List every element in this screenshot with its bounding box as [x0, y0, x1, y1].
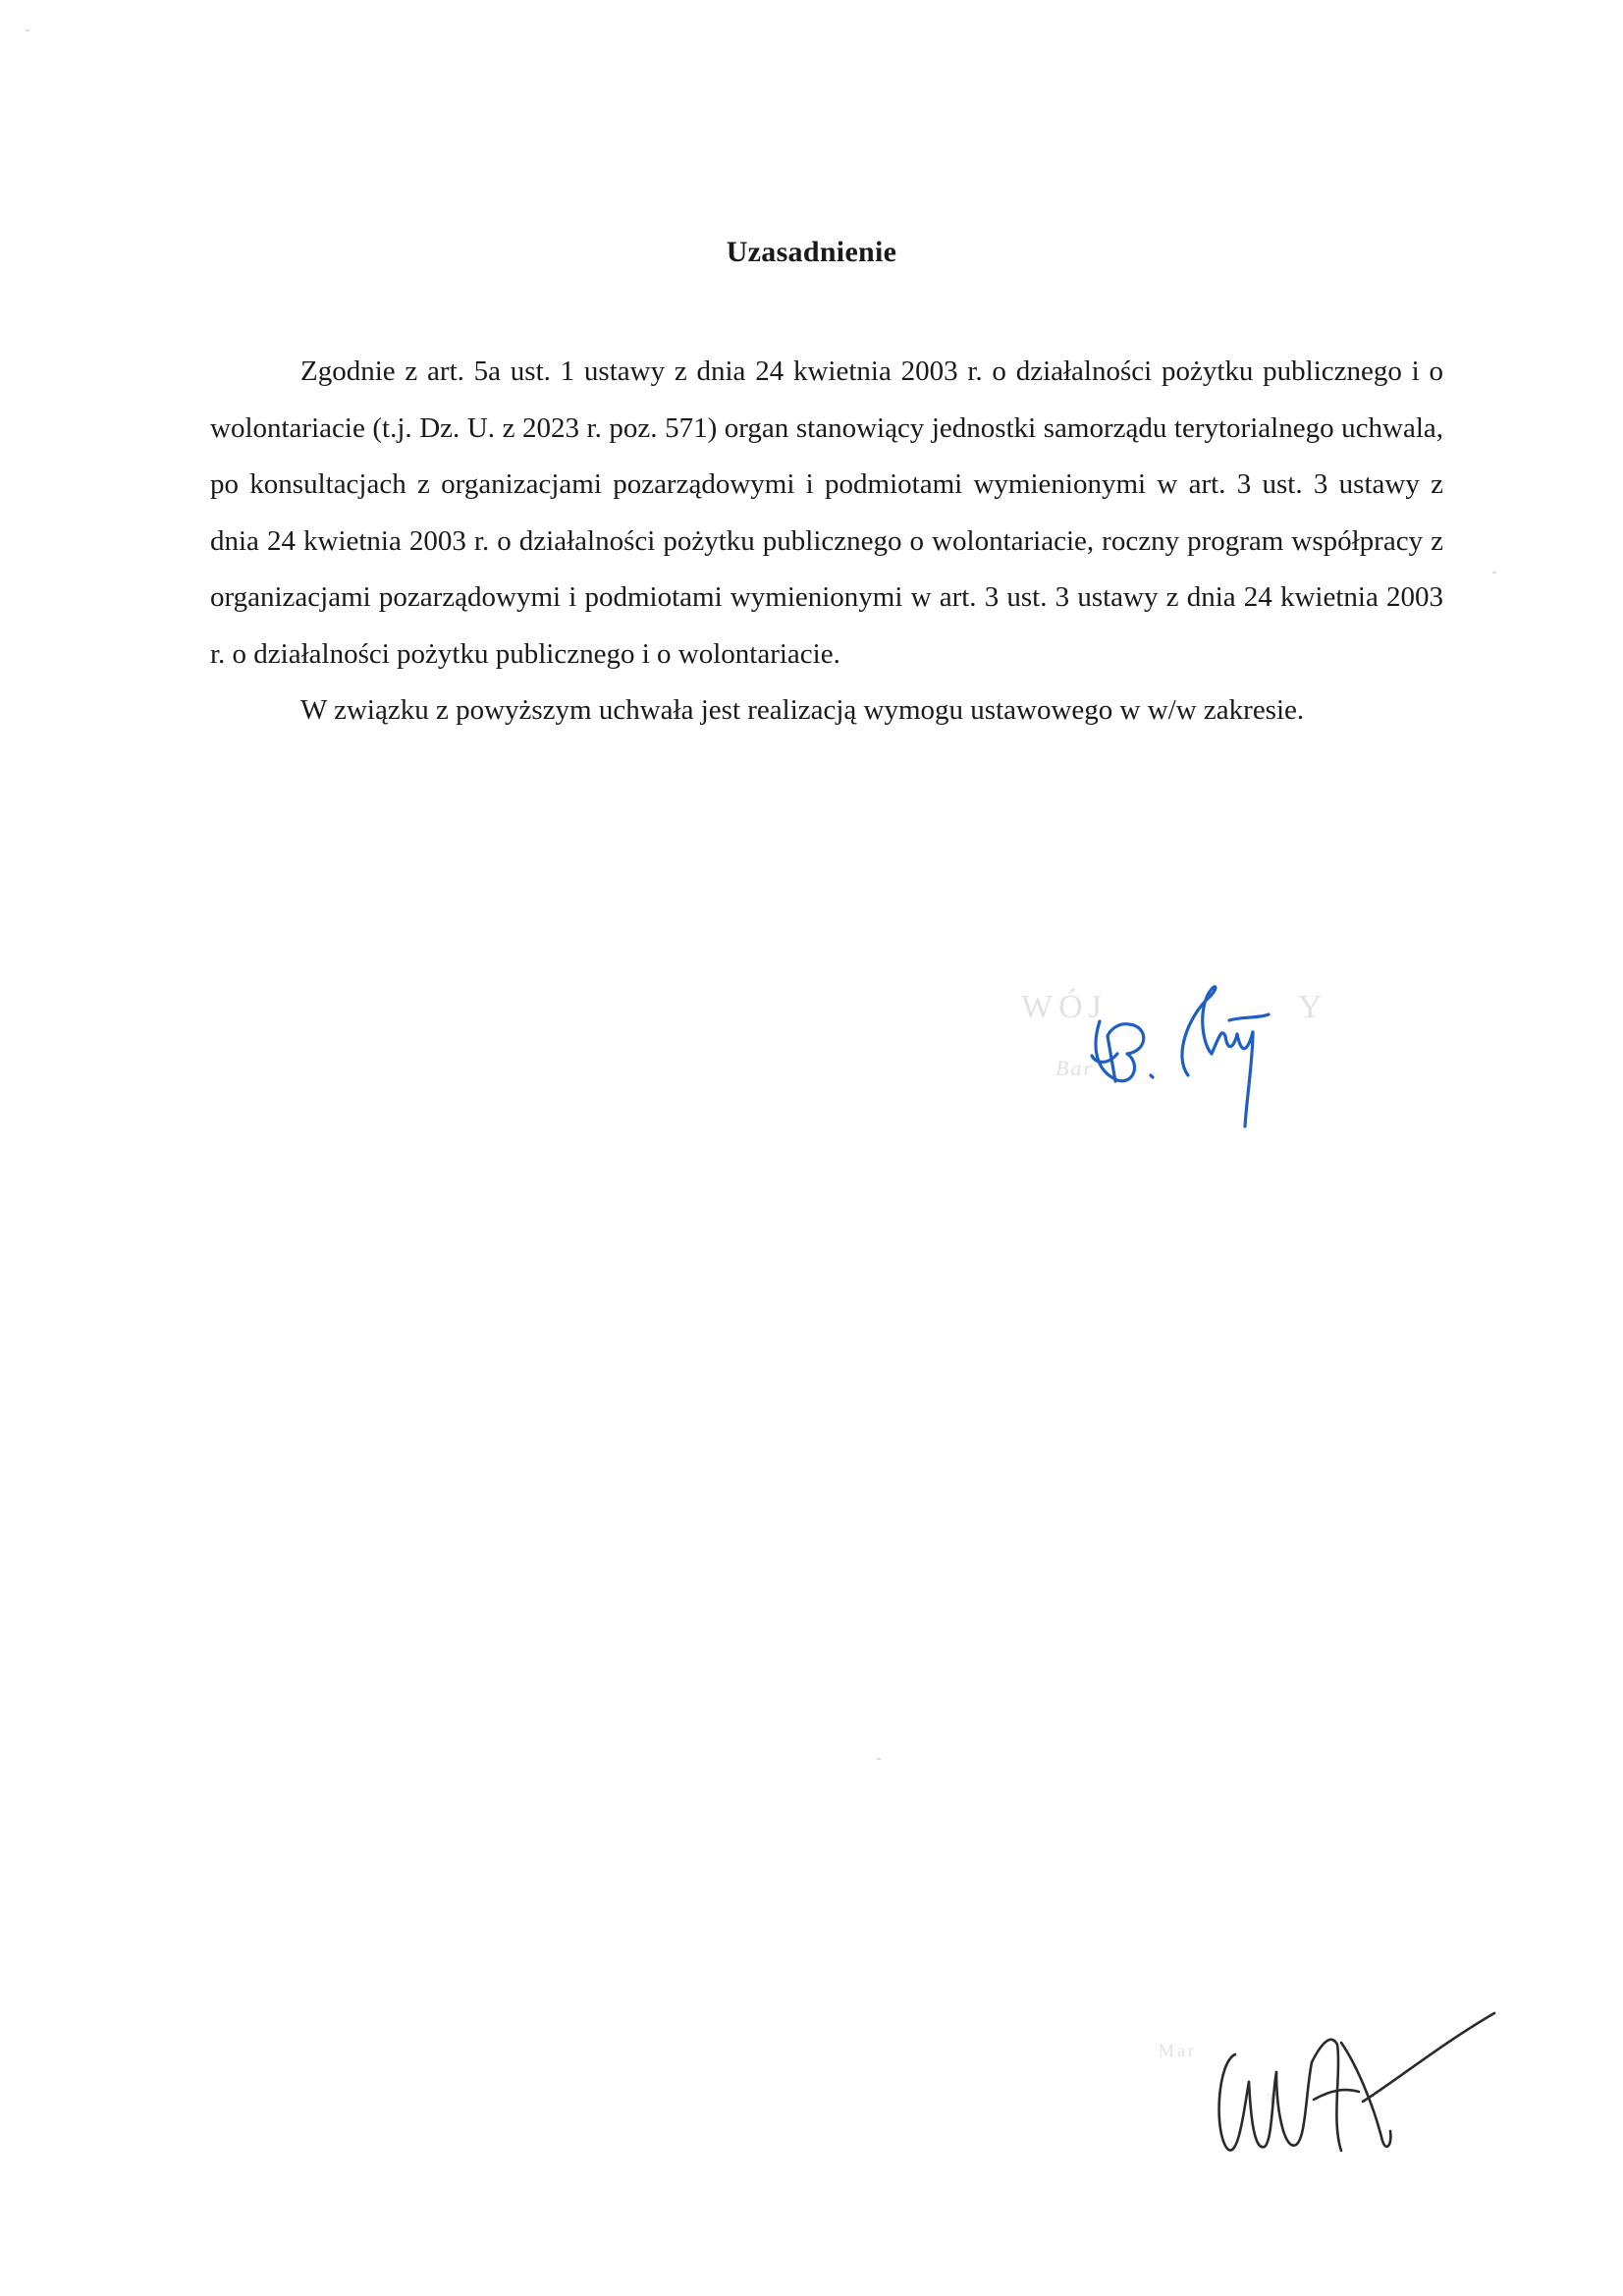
handwritten-signature-blue	[1001, 938, 1328, 1134]
faded-stamp-text: Mar	[1159, 2041, 1197, 2060]
scan-speck	[877, 1758, 881, 1760]
faded-stamp-name: Bar	[1055, 1056, 1094, 1080]
document-body	[210, 344, 1443, 739]
paragraph-1: Zgodnie z art. 5a ust. 1 ustawy z dnia 24 kwietnia 2003 r. o działalności pożytku publicznego i o wolontariacie (t.j. Dz. U. z 2023 r. poz. 571) organ stanowiący jednostki samorządu terytorialnego uchwala, po konsultacjach z organizacjami pozarządowymi i podmiotami wymienionymi w art. 3 ust. 3 ustawy z dnia 24 kwietnia 2003 r. o działalności pożytku publicznego o wolontariacie, roczny program współpracy z organizacjami pozarządowymi i podmiotami wymienionymi w art. 3 ust. 3 ustawy z dnia 24 kwietnia 2003 r. o działalności pożytku publicznego i o wolontariacie.	[210, 355, 1443, 670]
handwritten-signature-black	[1149, 1984, 1502, 2170]
scan-speck	[1492, 572, 1496, 574]
signature-block-1	[1001, 938, 1328, 1134]
document-title: Uzasadnienie	[726, 236, 897, 268]
paragraph-2: W związku z powyższym uchwała jest realizacją wymogu ustawowego w w/w zakresie.	[300, 694, 1305, 726]
scan-speck	[26, 29, 29, 31]
signature-block-2	[1149, 1984, 1502, 2170]
faded-stamp-text: WÓJ Y	[1021, 989, 1328, 1025]
faded-stamp-name: T	[1267, 2092, 1279, 2108]
